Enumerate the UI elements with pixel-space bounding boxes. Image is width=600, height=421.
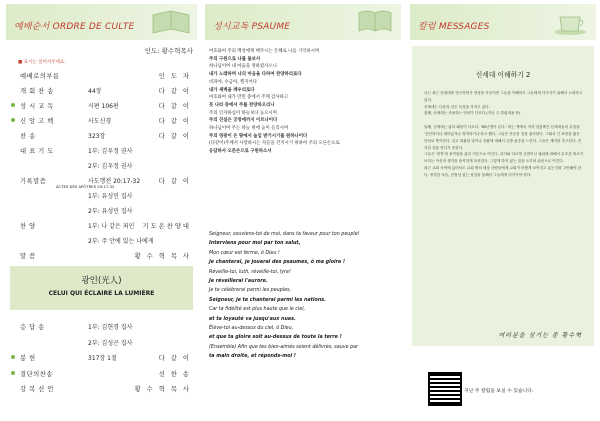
psalm-line-ko: 주의 구원으로 나를 돌보사: [209, 56, 261, 62]
sermon-title: 광인(光人): [81, 276, 122, 286]
worship-item-label: 대 표 기 도: [20, 148, 54, 155]
psalm-line-ko: 하나님이여 내 마음을 정하였사오니: [209, 64, 277, 70]
message-column: [410, 4, 596, 417]
psalm-line-ko: 여호와여 내가 만민 중에서 주께 감사하고: [209, 95, 289, 101]
worship-item-leader: 황 수 혁 목 사: [134, 386, 191, 393]
qr-code-icon[interactable]: [428, 372, 462, 406]
psalm-line-fr: Seigneur, je te chanterai parmi les nations.: [209, 297, 326, 303]
psalm-line-fr: et que ta gloire soit au-dessus de toute la terre !: [209, 335, 342, 341]
worship-item: [6, 251, 197, 263]
message-paragraph: 나는 최근 신세대를 연구하면서 현상을 가들이면 그들을 이해하고 그들에게 다가가기 위해서 노력하고 있다.: [424, 91, 583, 102]
worship-item: [6, 369, 197, 381]
message-title: 신세대 이해하기 2: [475, 71, 531, 79]
worship-item-detail: 1부: 나 같은 죄인: [88, 223, 135, 230]
psalm-line-fr: Interviens pour moi par ton salut,: [209, 241, 301, 247]
psalm-line-fr: ta main droite, et réponds-moi !: [209, 354, 296, 360]
worship-item-subtitle: ACTES DES APÔTRES 20:17-32: [56, 184, 115, 189]
worship-item-label: 성 시 교 독: [20, 103, 54, 110]
message-paragraph: 최근 교회 사역에 있어서도 교회 밖의 세상 사람들에게 교회가 어떻게 보여지고 있는지를 고민해야 한다. 정직한 모습, 진정성 있는 섬김을 통해서 그들에게 다가가야 한다.: [424, 165, 582, 177]
psalm-line-ko: 하나님이여 주는 하늘 위에 높이 들리시며: [209, 126, 289, 132]
worship-item-leader: 다 같 이: [158, 88, 191, 95]
psalm-line-fr: et ta loyauté va jusqu'aux nues.: [209, 316, 296, 322]
psalm-line-fr: Réveille-toi, luth, réveille-toi, lyre!: [209, 269, 291, 275]
message-header-title: 칼럼 MESSAGES: [418, 22, 490, 32]
worship-item-leader: 황 수 혁 목 사: [134, 253, 191, 260]
qr-caption: 지난 주 칼럼을 보실 수 있습니다.: [464, 389, 534, 394]
worship-item-leader: 다 같 이: [158, 133, 191, 140]
psalm-line-fr: Seigneur, souviens-toi de moi, dans ta faveur pour ton peuple!: [209, 232, 360, 237]
message-body: [424, 90, 584, 179]
worship-item: [6, 384, 197, 396]
worship-item: [6, 338, 197, 350]
worship-item: [6, 146, 197, 158]
worship-item: [6, 176, 197, 188]
coffee-cup-icon: [548, 7, 592, 37]
bullet-icon: [11, 103, 15, 107]
worship-item: [6, 86, 197, 98]
psalm-line-ko: 주의 인자하심이 하늘보다 높으시며: [209, 110, 277, 116]
worship-item-label: 찬 송: [20, 133, 36, 140]
worship-item-detail: 1부: 김우정 권사: [88, 148, 133, 155]
psalm-line-ko: 내가 새벽을 깨우리로다: [209, 87, 255, 93]
psalm-line-ko: 비파야, 수금아, 깰지어다: [209, 79, 257, 85]
psalm-line-ko: 주의 영광이 온 땅에서 높임 받기시기를 원하나이다: [209, 133, 308, 139]
worship-item: [6, 101, 197, 113]
psalm-line-fr: Je réveillerai l'aurore.: [209, 279, 268, 285]
worship-item-detail: 사도신경: [88, 118, 112, 125]
worship-item-detail: 317장 1절: [88, 355, 117, 362]
worship-item: [6, 71, 197, 83]
worship-item-detail: 2부: 김우정 권사: [88, 163, 133, 170]
worship-item-label: 결단의찬송: [20, 370, 53, 378]
sermon-box: [10, 266, 193, 310]
worship-item-leader: 다 같 이: [158, 355, 191, 362]
worship-header-title: 예배순서 ORDRE DE CULTE: [14, 22, 135, 32]
worship-item-leader: 선 한 송: [158, 370, 191, 378]
worship-item-label: 강 복 선 언: [20, 386, 54, 393]
worship-header: [6, 4, 197, 40]
psalm-column: [205, 4, 401, 417]
worship-item: [6, 191, 197, 203]
worship-item-leader: 인 도 자: [158, 73, 191, 80]
message-paragraph: 신세대는 다음과 같은 특징을 가지고 있다.: [424, 104, 490, 109]
psalm-line-fr: Car ta fidélité est plus haute que le ciel,: [209, 307, 306, 313]
psalm-line-ko: 뭇 나라 중에서 주를 찬양하오리니: [209, 102, 275, 108]
worship-item-detail: 323장: [88, 133, 106, 140]
worship-item-detail: 1부: 김현경 집사: [88, 324, 133, 331]
psalm-line-fr: Élève-toi au-dessus du ciel, ô Dieu,: [209, 326, 294, 332]
sermon-subtitle: CELUI QUI ÉCLAIRE LA LUMIÈRE: [48, 290, 155, 297]
worship-item-leader: 다 같 이: [158, 178, 191, 185]
bullet-icon: [11, 371, 15, 375]
worship-item: [6, 236, 197, 248]
psalm-line-fr: (Ensemble) Afin que tes bien-aimés soient délivrés, sauve par: [209, 344, 359, 350]
psalm-korean: [209, 48, 399, 156]
worship-item-detail: 2부: 김성곤 집사: [88, 339, 133, 347]
worship-item-label: 기록말씀: [20, 178, 47, 185]
message-paragraph: 첫째, 신세대는 사용하는 언어가 다르다.(지난 주 칼럼내용 중): [424, 111, 521, 116]
worship-item-leader: 다 같 이: [158, 118, 191, 125]
worship-item-label: 개 회 찬 송: [20, 88, 54, 95]
worship-item: [6, 131, 197, 143]
worship-item-detail: 2부: 유성민 집사: [88, 208, 133, 215]
psalm-line-ko: 여호와여 주의 백성에게 베푸시는 은혜로 나를 기억하시며: [209, 49, 320, 54]
message-box: [412, 46, 594, 346]
pastor-signature: 여러분을 섬기는 종 황수혁: [498, 332, 582, 339]
psalm-line-ko: 주의 진실은 궁창에까지 이르나이다: [209, 118, 278, 124]
worship-item-label: 예배로의부름: [20, 73, 60, 80]
psalm-header: [205, 4, 401, 40]
preacher-label: 인도: 황수혁목사: [144, 47, 193, 55]
worship-item: [6, 221, 197, 233]
psalm-line-ko: 응답하사 오른손으로 구원하소서: [209, 149, 272, 155]
worship-item: [6, 353, 197, 365]
psalm-line-fr: Je chanterai, je jouerai des psaumes, ô ma gloire !: [209, 260, 346, 266]
open-book-icon: [353, 7, 397, 37]
book-icon: [149, 7, 193, 37]
worship-item-leader: 다 같 이: [158, 103, 191, 110]
worship-item: [6, 116, 197, 128]
psalm-line-fr: Je te célébrerai parmi les peuples,: [209, 288, 292, 294]
worship-item-label: 말 씀: [20, 253, 36, 260]
worship-item-detail: 44장: [88, 88, 102, 95]
psalm-line-ko: (다같이)주께서 사랑하시는 자들을 건지시기 위하여 주의 오른손으로: [209, 141, 340, 147]
worship-item-leader: 기도온찬양대: [142, 223, 191, 230]
bullet-icon: [11, 118, 15, 122]
psalm-line-ko: 내가 노래하며 나의 마음을 다하여 찬양하리로다: [209, 72, 302, 78]
psalm-french: [209, 230, 399, 362]
worship-item-label: 응 답 송: [20, 324, 45, 331]
worship-item-detail: 1부: 유성민 집사: [88, 193, 133, 200]
psalm-header-title: 성시교독 PSAUME: [213, 22, 291, 32]
worship-item: [6, 206, 197, 218]
standing-guide: ■ 표시는 일어서주세요.: [18, 60, 66, 65]
worship-item: [6, 322, 197, 334]
worship-column: [6, 4, 197, 417]
worship-item-label: 신 앙 고 백: [20, 118, 54, 125]
worship-item-detail: 시편 106편: [88, 103, 119, 110]
bullet-icon: [11, 355, 15, 359]
psalm-line-fr: Mon cœur est ferme, ô Dieu !: [209, 250, 280, 256]
message-paragraph: 둘째, 신세대는 삶의 패턴이 다르다. '80년생이 온다.' 라는 책에서 저자 임홍택은 신세대들의 특징을 '간단하거나 재미있거나 정직하거나'라고 했다. 그들은 단순한 것을 좋아한다. 그래서 긴 표현을 짧은 단어로 축약한다. 길고 복잡한 말이나 상황에 대해서 금방 싫증을 느낀다. 그들은 재미를 추구한다. 진지한 것을 견디지 못한다.: [424, 125, 582, 150]
message-header: [410, 4, 596, 40]
worship-item-label: 봉 헌: [20, 355, 36, 362]
message-paragraph: 그들은 '정직'과 솔직함을 삶의 기본으로 여긴다. 과거와 다르게 규범이나 권위에 대해서 무조건 따르기보다는 자신의 생각을 솔직하게 표현한다. 그렇게 하지 않는 것을 오히려 위선으로 여긴다.: [424, 152, 584, 164]
worship-item-detail: 2부: 주 안에 있는 나에게: [88, 238, 154, 245]
worship-item: [6, 161, 197, 173]
worship-item-label: 찬 양: [20, 223, 36, 230]
worship-item-detail: 사도행전 20:17-32: [88, 178, 141, 185]
